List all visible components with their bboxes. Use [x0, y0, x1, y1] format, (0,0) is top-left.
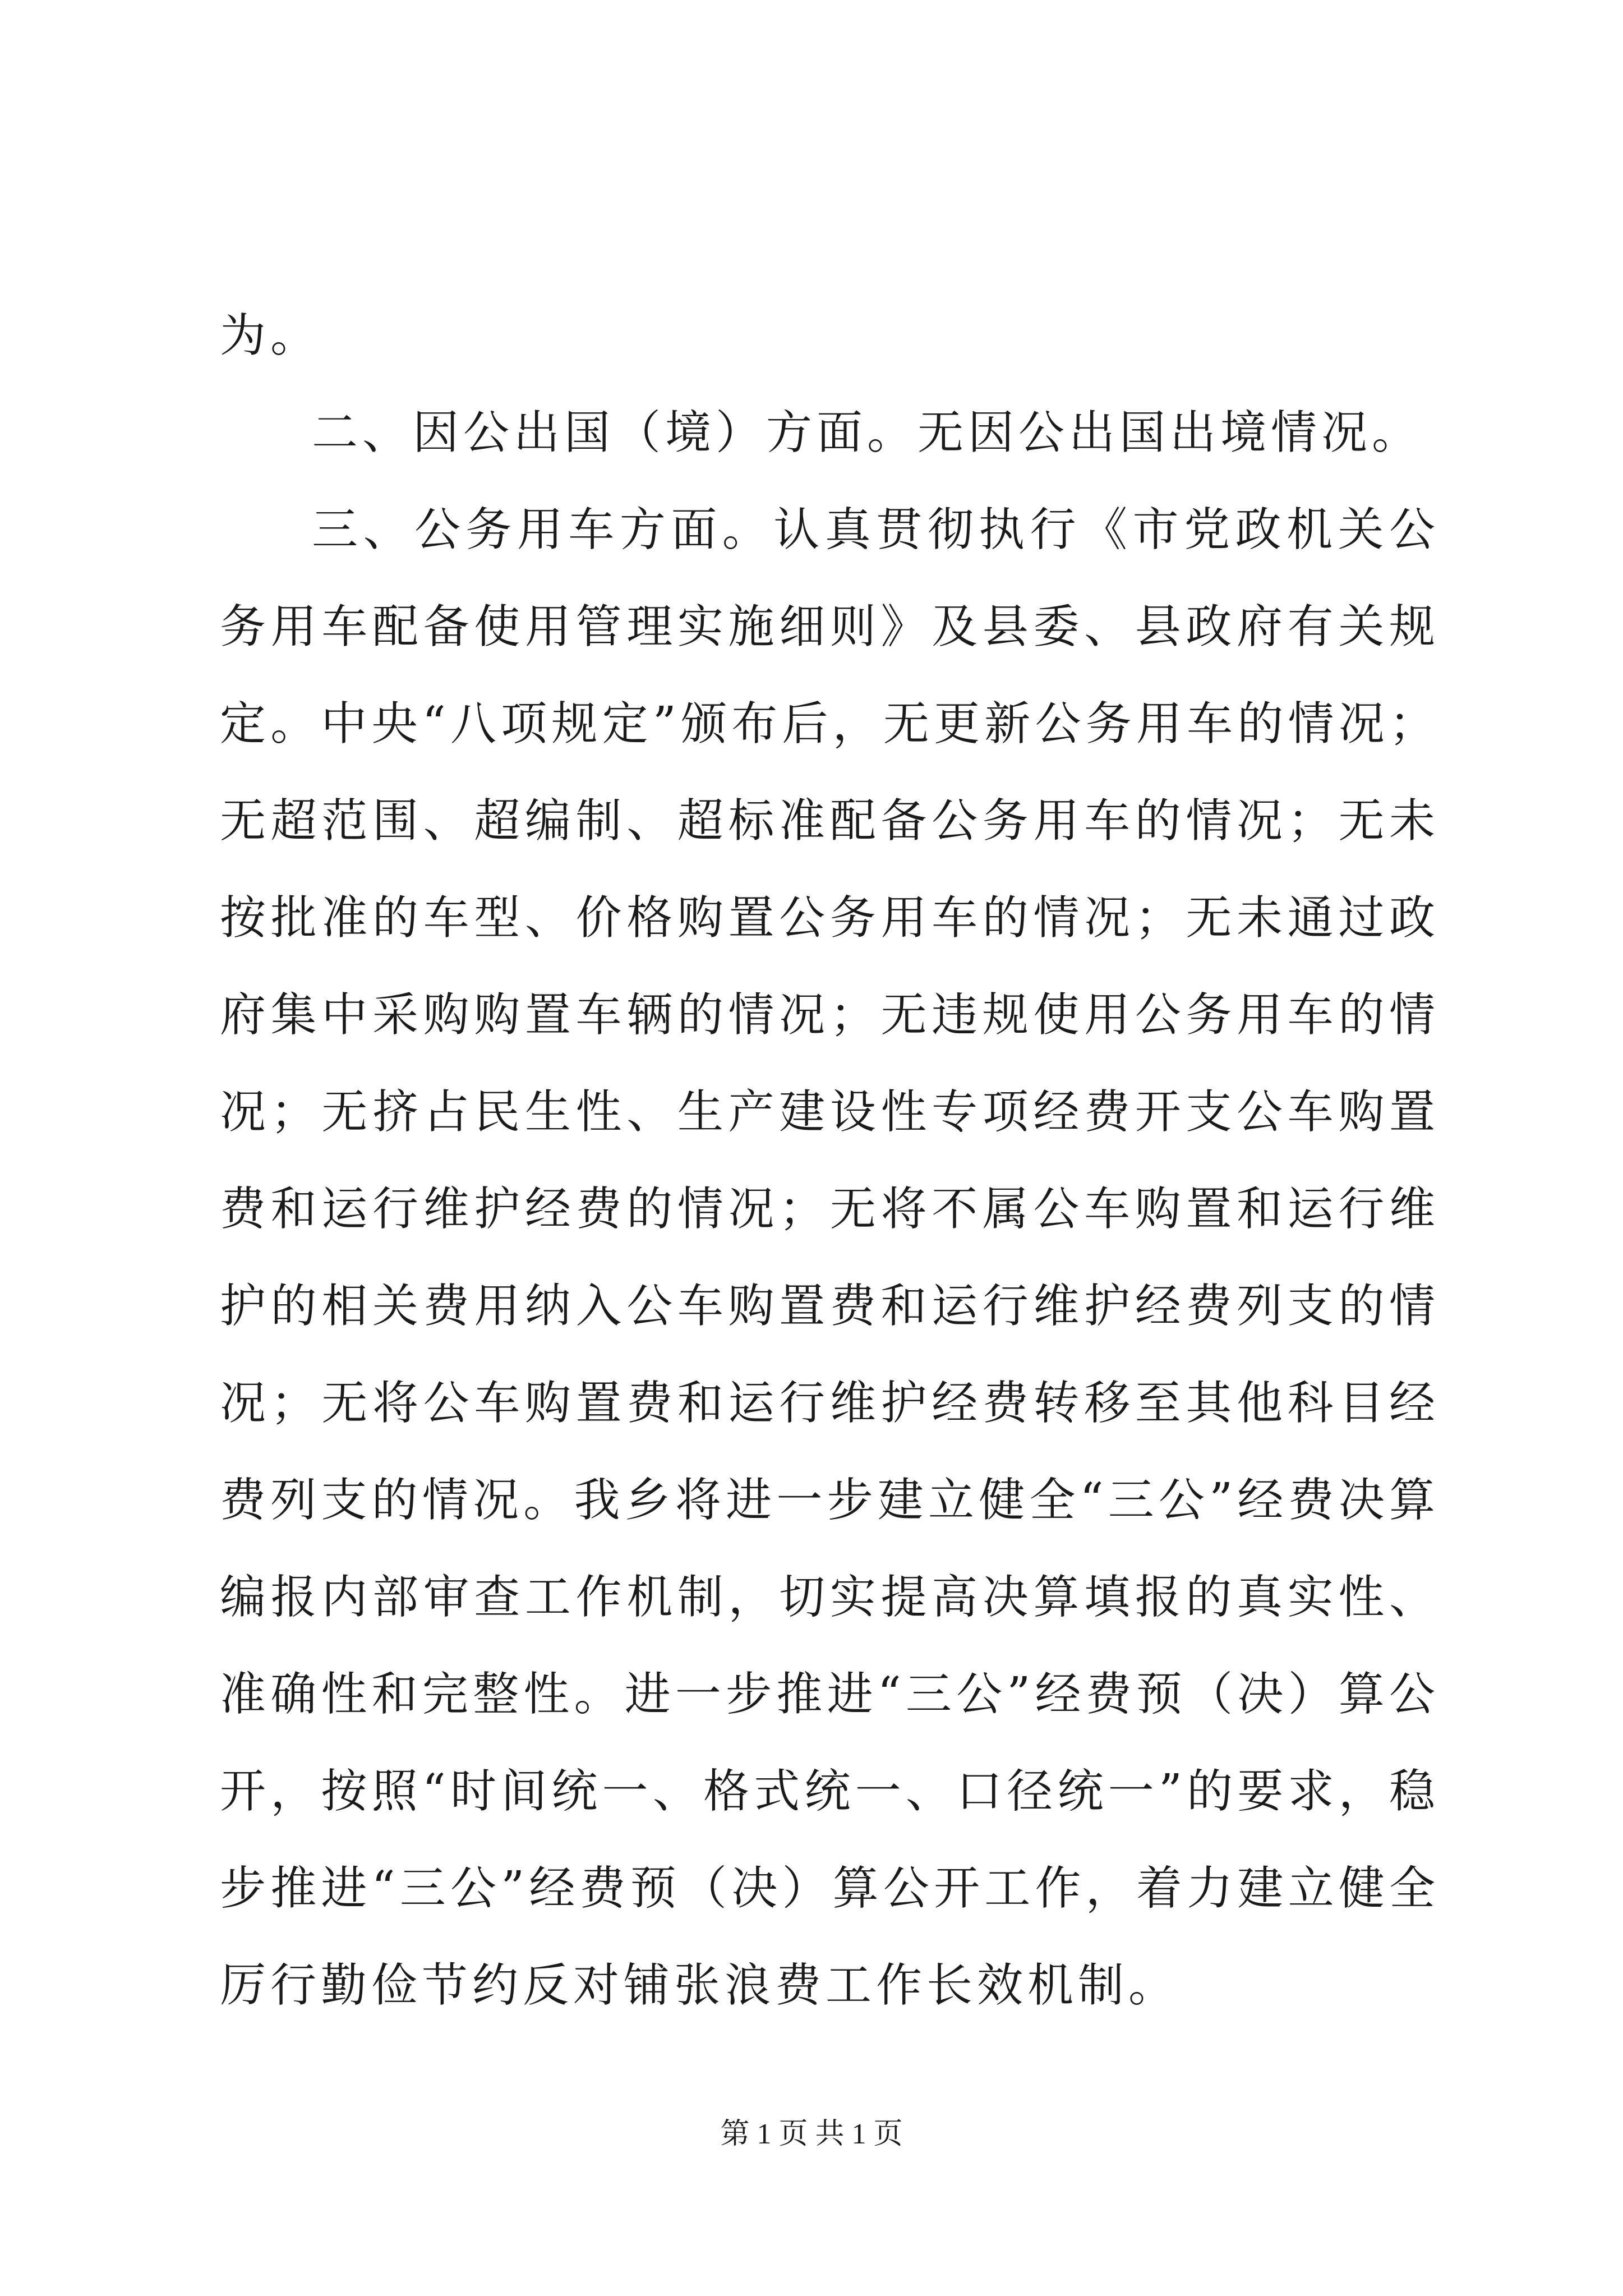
paragraph-official-vehicles: 三、公务用车方面。认真贯彻执行《市党政机关公务用车配备使用管理实施细则》及县委、县政府有关规定。中央“八项规定”颁布后，无更新公务用车的情况；无超范围、超编制、超标准配备公务用车的情况；无未按批准的车型、价格购置公务用车的情况；无未通过政府集中采购购置车辆的情况；无违规使用公务用车的情况；无挤占民生性、生产建设性专项经费开支公车购置费和运行维护经费的情况；无将不属公车购置和运行维护的相关费用纳入公车购置费和运行维护经费列支的情况；无将公车购置费和运行维护经费转移至其他科目经费列支的情况。我乡将进一步建立健全“三公”经费决算编报内部审查工作机制，切实提高决算填报的真实性、准确性和完整性。进一步推进“三公”经费预（决）算公开，按照“时间统一、格式统一、口径统一”的要求，稳步推进“三公”经费预（决）算公开工作，着力建立健全厉行勤俭节约反对铺张浪费工作长效机制。 [220, 503, 1440, 2012]
paragraph-overseas-travel: 二、因公出国（境）方面。无因公出国出境情况。 [312, 406, 1423, 459]
paragraph-continuation: 为。 [220, 309, 321, 362]
page-footer: 第 1 页 共 1 页 [720, 2118, 903, 2150]
document-body [220, 287, 1440, 2034]
